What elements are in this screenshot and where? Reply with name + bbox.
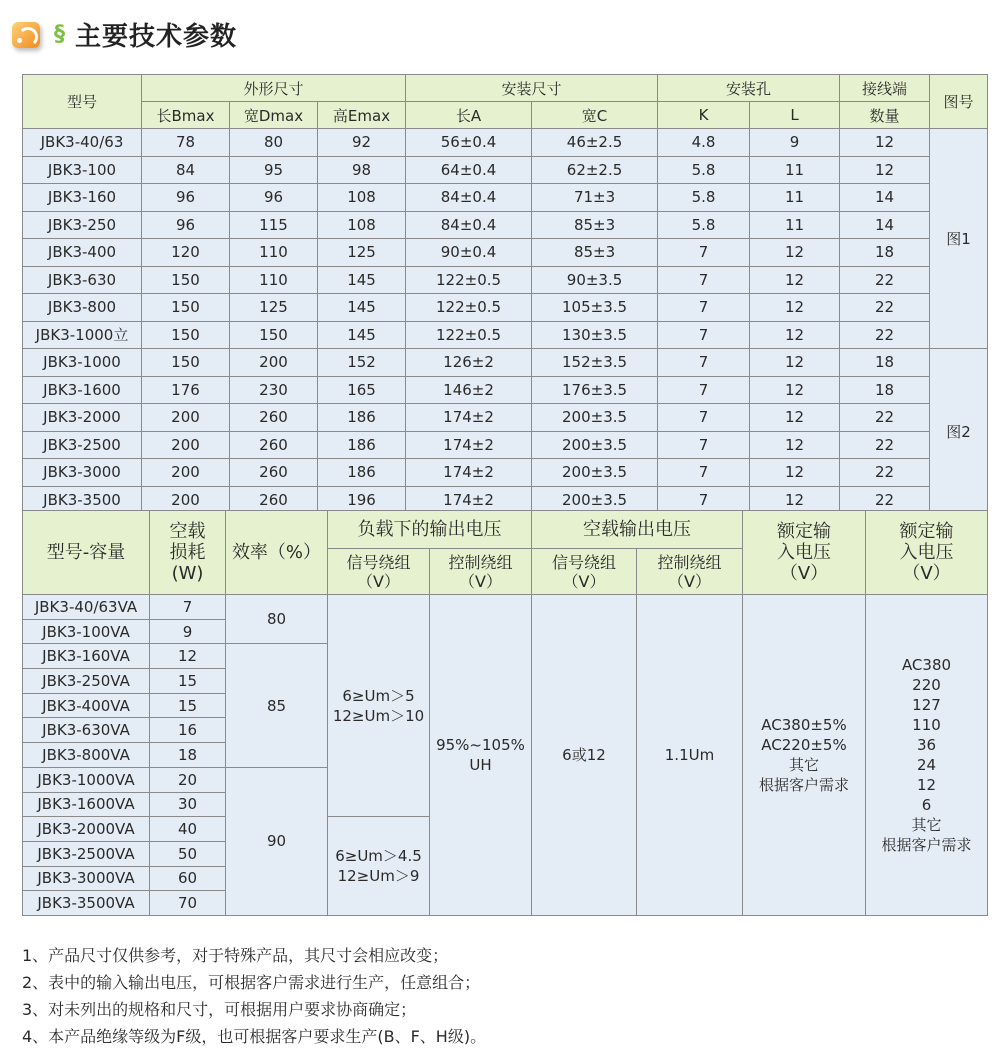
header-width-c: 宽C [532, 102, 658, 129]
cell-height-e: 98 [318, 156, 406, 184]
cell-count: 12 [840, 156, 930, 184]
cell-k: 7 [658, 294, 750, 322]
cell-model-capacity: JBK3-1000VA [23, 767, 150, 792]
header-model-capacity: 型号-容量 [23, 511, 150, 595]
cell-height-e: 196 [318, 486, 406, 514]
cell-l: 12 [750, 376, 840, 404]
cell-length-a: 122±0.5 [406, 266, 532, 294]
cell-signal-load-voltage-b: 6≥Um＞4.5 12≥Um＞9 [328, 817, 430, 916]
cell-length-a: 174±2 [406, 431, 532, 459]
cell-noload-loss: 15 [150, 693, 226, 718]
cell-length-a: 56±0.4 [406, 129, 532, 157]
cell-efficiency-90: 90 [226, 767, 328, 915]
header-control-winding-load: 控制绕组 （V） [430, 549, 532, 595]
cell-width-c: 71±3 [532, 184, 658, 212]
cell-width-d: 96 [230, 184, 318, 212]
cell-noload-loss: 16 [150, 718, 226, 743]
cell-noload-loss: 50 [150, 841, 226, 866]
note-item: 1、产品尺寸仅供参考，对于特殊产品，其尺寸会相应改变； [22, 946, 449, 965]
cell-model-capacity: JBK3-1600VA [23, 792, 150, 817]
cell-count: 14 [840, 211, 930, 239]
cell-height-e: 92 [318, 129, 406, 157]
cell-count: 18 [840, 376, 930, 404]
cell-count: 22 [840, 266, 930, 294]
cell-width-c: 62±2.5 [532, 156, 658, 184]
cell-count: 22 [840, 321, 930, 349]
note-item: 3、对未列出的规格和尺寸，可根据用户要求协商确定； [22, 1000, 417, 1019]
cell-count: 22 [840, 486, 930, 514]
cell-noload-loss: 15 [150, 669, 226, 694]
cell-k: 7 [658, 321, 750, 349]
cell-model: JBK3-800 [23, 294, 142, 322]
cell-noload-loss: 18 [150, 743, 226, 768]
cell-model: JBK3-3000 [23, 459, 142, 487]
cell-height-e: 165 [318, 376, 406, 404]
cell-l: 12 [750, 321, 840, 349]
header-efficiency: 效率（%） [226, 511, 328, 595]
header-rated-input-voltage-2: 额定输 入电压 （V） [866, 511, 988, 595]
cell-width-c: 200±3.5 [532, 459, 658, 487]
cell-model-capacity: JBK3-2500VA [23, 841, 150, 866]
cell-height-e: 145 [318, 321, 406, 349]
cell-count: 14 [840, 184, 930, 212]
cell-l: 12 [750, 294, 840, 322]
electrical-table [22, 510, 988, 916]
cell-k: 7 [658, 431, 750, 459]
cell-length-b: 78 [142, 129, 230, 157]
header-height-e: 高Emax [318, 102, 406, 129]
cell-length-a: 174±2 [406, 486, 532, 514]
cell-length-b: 176 [142, 376, 230, 404]
cell-noload-loss: 40 [150, 817, 226, 842]
header-install-size: 安装尺寸 [406, 75, 658, 102]
cell-length-b: 96 [142, 211, 230, 239]
note-item: 4、本产品绝缘等级为F级，也可根据客户要求生产(B、F、H级)。 [22, 1027, 487, 1046]
cell-noload-loss: 7 [150, 595, 226, 620]
cell-model: JBK3-3500 [23, 486, 142, 514]
cell-count: 22 [840, 459, 930, 487]
cell-height-e: 145 [318, 294, 406, 322]
header-length-a: 长A [406, 102, 532, 129]
cell-l: 11 [750, 156, 840, 184]
cell-k: 7 [658, 349, 750, 377]
cell-width-c: 176±3.5 [532, 376, 658, 404]
cell-length-a: 122±0.5 [406, 321, 532, 349]
note-item: 2、表中的输入输出电压，可根据客户需求进行生产，任意组合； [22, 973, 481, 992]
cell-height-e: 186 [318, 459, 406, 487]
cell-width-d: 260 [230, 431, 318, 459]
cell-k: 5.8 [658, 184, 750, 212]
cell-width-d: 260 [230, 486, 318, 514]
cell-signal-load-voltage-a: 6≥Um＞5 12≥Um＞10 [328, 595, 430, 817]
cell-length-b: 150 [142, 294, 230, 322]
cell-k: 7 [658, 239, 750, 267]
table-row [23, 349, 988, 377]
cell-width-c: 85±3 [532, 239, 658, 267]
cell-noload-loss: 30 [150, 792, 226, 817]
cell-model-capacity: JBK3-2000VA [23, 817, 150, 842]
cell-model: JBK3-1000 [23, 349, 142, 377]
cell-length-a: 84±0.4 [406, 184, 532, 212]
header-count: 数量 [840, 102, 930, 129]
header-length-b: 长Bmax [142, 102, 230, 129]
header-rated-input-voltage-1: 额定输 入电压 （V） [743, 511, 866, 595]
cell-model: JBK3-1000立 [23, 321, 142, 349]
cell-width-d: 125 [230, 294, 318, 322]
cell-length-a: 126±2 [406, 349, 532, 377]
cell-width-d: 200 [230, 349, 318, 377]
cell-height-e: 108 [318, 211, 406, 239]
cell-length-b: 84 [142, 156, 230, 184]
cell-k: 7 [658, 486, 750, 514]
cell-model: JBK3-1600 [23, 376, 142, 404]
cell-k: 7 [658, 459, 750, 487]
cell-k: 5.8 [658, 211, 750, 239]
cell-length-a: 90±0.4 [406, 239, 532, 267]
cell-width-d: 150 [230, 321, 318, 349]
dimensions-table [22, 74, 988, 514]
cell-width-d: 110 [230, 266, 318, 294]
cell-model-capacity: JBK3-3000VA [23, 866, 150, 891]
cell-model: JBK3-250 [23, 211, 142, 239]
cell-width-c: 90±3.5 [532, 266, 658, 294]
cell-width-d: 230 [230, 376, 318, 404]
cell-length-a: 146±2 [406, 376, 532, 404]
cell-l: 12 [750, 431, 840, 459]
cell-length-b: 200 [142, 404, 230, 432]
cell-noload-loss: 12 [150, 644, 226, 669]
header-figure: 图号 [930, 75, 988, 129]
header-signal-winding-noload: 信号绕组 （V） [532, 549, 637, 595]
cell-model-capacity: JBK3-630VA [23, 718, 150, 743]
cell-height-e: 152 [318, 349, 406, 377]
cell-count: 22 [840, 404, 930, 432]
cell-height-e: 108 [318, 184, 406, 212]
cell-noload-loss: 60 [150, 866, 226, 891]
table-row [23, 211, 988, 239]
cell-l: 11 [750, 184, 840, 212]
cell-model-capacity: JBK3-100VA [23, 619, 150, 644]
figure-2-cell: 图2 [930, 349, 988, 514]
cell-efficiency-80: 80 [226, 595, 328, 644]
cell-height-e: 145 [318, 266, 406, 294]
cell-length-b: 150 [142, 266, 230, 294]
cell-count: 12 [840, 129, 930, 157]
table-row [23, 321, 988, 349]
cell-model-capacity: JBK3-3500VA [23, 891, 150, 916]
cell-k: 7 [658, 266, 750, 294]
header-mount-hole: 安装孔 [658, 75, 840, 102]
table-row [23, 431, 988, 459]
header-terminal: 接线端 [840, 75, 930, 102]
cell-noload-loss: 20 [150, 767, 226, 792]
table-row [23, 376, 988, 404]
cell-count: 22 [840, 431, 930, 459]
header-l: L [750, 102, 840, 129]
cell-height-e: 186 [318, 404, 406, 432]
cell-model-capacity: JBK3-40/63VA [23, 595, 150, 620]
cell-model: JBK3-630 [23, 266, 142, 294]
cell-width-c: 46±2.5 [532, 129, 658, 157]
table-row [23, 294, 988, 322]
cell-length-b: 200 [142, 459, 230, 487]
cell-length-b: 120 [142, 239, 230, 267]
cell-model: JBK3-100 [23, 156, 142, 184]
header-outer-size: 外形尺寸 [142, 75, 406, 102]
table-row [23, 266, 988, 294]
cell-width-d: 260 [230, 459, 318, 487]
cell-length-b: 200 [142, 486, 230, 514]
cell-width-c: 200±3.5 [532, 431, 658, 459]
page-header [8, 14, 237, 54]
cell-width-d: 110 [230, 239, 318, 267]
table-row [23, 184, 988, 212]
cell-length-b: 96 [142, 184, 230, 212]
cell-width-c: 105±3.5 [532, 294, 658, 322]
cell-l: 12 [750, 404, 840, 432]
cell-k: 7 [658, 376, 750, 404]
header-control-winding-noload: 控制绕组 （V） [637, 549, 743, 595]
header-k: K [658, 102, 750, 129]
cell-model: JBK3-2000 [23, 404, 142, 432]
cell-width-c: 130±3.5 [532, 321, 658, 349]
page-title: 主要技术参数 [75, 21, 238, 52]
header-load-output-voltage: 负载下的输出电压 [328, 511, 532, 549]
cell-signal-noload-voltage: 6或12 [532, 595, 637, 916]
table-row [23, 595, 988, 620]
cell-k: 4.8 [658, 129, 750, 157]
notes-list [22, 942, 486, 1050]
cell-length-b: 200 [142, 431, 230, 459]
table-row [23, 459, 988, 487]
cell-noload-loss: 9 [150, 619, 226, 644]
cell-count: 22 [840, 294, 930, 322]
cell-l: 12 [750, 486, 840, 514]
cell-model: JBK3-400 [23, 239, 142, 267]
cell-width-c: 85±3 [532, 211, 658, 239]
header-noload-loss: 空载 损耗 (W) [150, 511, 226, 595]
cell-l: 12 [750, 266, 840, 294]
cell-l: 12 [750, 349, 840, 377]
cell-width-d: 115 [230, 211, 318, 239]
cell-model-capacity: JBK3-250VA [23, 669, 150, 694]
table-row [23, 239, 988, 267]
cell-model-capacity: JBK3-400VA [23, 693, 150, 718]
cell-length-a: 64±0.4 [406, 156, 532, 184]
cell-width-d: 260 [230, 404, 318, 432]
cell-width-d: 95 [230, 156, 318, 184]
cell-model: JBK3-40/63 [23, 129, 142, 157]
section-mark: § [54, 21, 65, 47]
cell-l: 12 [750, 459, 840, 487]
cell-model: JBK3-160 [23, 184, 142, 212]
cell-count: 18 [840, 239, 930, 267]
cell-length-a: 122±0.5 [406, 294, 532, 322]
cell-width-c: 152±3.5 [532, 349, 658, 377]
cell-length-a: 174±2 [406, 404, 532, 432]
table-row [23, 156, 988, 184]
cell-l: 12 [750, 239, 840, 267]
cell-noload-loss: 70 [150, 891, 226, 916]
header-signal-winding-load: 信号绕组 （V） [328, 549, 430, 595]
cell-length-a: 174±2 [406, 459, 532, 487]
cell-length-b: 150 [142, 321, 230, 349]
header-width-d: 宽Dmax [230, 102, 318, 129]
rss-logo-icon [8, 16, 48, 52]
cell-height-e: 186 [318, 431, 406, 459]
cell-l: 9 [750, 129, 840, 157]
cell-l: 11 [750, 211, 840, 239]
cell-width-d: 80 [230, 129, 318, 157]
cell-length-a: 84±0.4 [406, 211, 532, 239]
cell-k: 5.8 [658, 156, 750, 184]
cell-model-capacity: JBK3-160VA [23, 644, 150, 669]
cell-model-capacity: JBK3-800VA [23, 743, 150, 768]
cell-height-e: 125 [318, 239, 406, 267]
cell-width-c: 200±3.5 [532, 404, 658, 432]
table-row [23, 129, 988, 157]
header-model: 型号 [23, 75, 142, 129]
cell-model: JBK3-2500 [23, 431, 142, 459]
cell-efficiency-85: 85 [226, 644, 328, 767]
cell-control-noload-voltage: 1.1Um [637, 595, 743, 916]
cell-control-load-voltage: 95%~105% UH [430, 595, 532, 916]
cell-width-c: 200±3.5 [532, 486, 658, 514]
cell-count: 18 [840, 349, 930, 377]
header-noload-output-voltage: 空载输出电压 [532, 511, 743, 549]
cell-k: 7 [658, 404, 750, 432]
cell-length-b: 150 [142, 349, 230, 377]
table-row [23, 404, 988, 432]
cell-rated-input-voltage-b: AC380 220 127 110 36 24 12 6 其它 根据客户需求 [866, 595, 988, 916]
figure-1-cell: 图1 [930, 129, 988, 349]
cell-rated-input-voltage-a: AC380±5% AC220±5% 其它 根据客户需求 [743, 595, 866, 916]
